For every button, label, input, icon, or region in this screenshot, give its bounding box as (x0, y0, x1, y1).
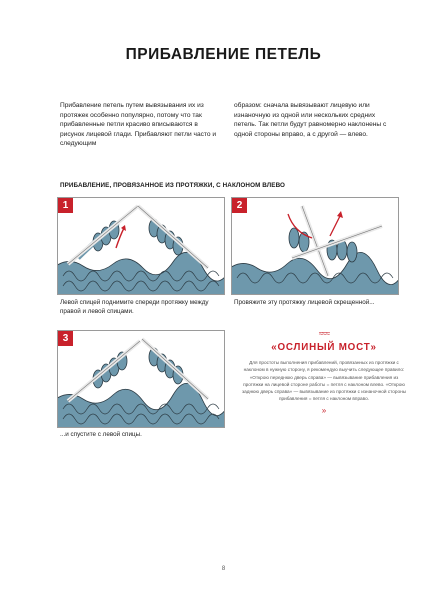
intro-text-right: образом: сначала вывязывают лицевую или изнаночную из одной или нескольких средних петель. Так петли будут равномерно наклонены с одной стороны вправо, а с другой — влево. (234, 102, 387, 138)
knitting-drawing-1 (58, 198, 224, 294)
step-2-badge: 2 (232, 198, 247, 213)
tip-title: «ОСЛИНЫЙ МОСТ» (271, 342, 377, 353)
step-3-illustration (57, 330, 225, 428)
knitting-drawing-3 (58, 331, 224, 427)
step-2-illustration (231, 197, 399, 295)
decor-top: ≈≈≈ (318, 329, 330, 338)
decor-bottom: » (321, 405, 327, 415)
page-number: 8 (221, 566, 226, 572)
section-heading: ПРИБАВЛЕНИЕ, ПРОВЯЗАННОЕ ИЗ ПРОТЯЖКИ, С НАКЛОНОМ ВЛЕВО (60, 182, 286, 189)
step-1-caption: Левой спицей поднимите спереди протяжку между правой и левой спицами. (60, 299, 209, 315)
step-3-caption: ...и спустите с левой спицы. (60, 431, 142, 438)
step-1-badge: 1 (58, 198, 73, 213)
tip-sidebar (238, 330, 410, 415)
tip-text: Для простоты выполнения прибавлений, провязанных из протяжки с наклоном в нужную сторону, я рекомендую выучить следующее правило: «Открою переднюю дверь справа» — вывязывание прибавления из протяжки на лицевой стороне работы = петля с наклоном влево. «Открою заднюю дверь справа» — вывязывание из протяжки с изнаночной стороны прибавления = петля с наклоном вправо. (241, 360, 407, 402)
step-1-illustration (57, 197, 225, 295)
page-title: ПРИБАВЛЕНИЕ ПЕТЕЛЬ (125, 46, 322, 63)
knitting-drawing-2 (232, 198, 398, 294)
step-2-caption: Провяжите эту протяжку лицевой скрещенной... (234, 299, 375, 306)
intro-text-left: Прибавление петель путем вывязывания их из протяжек особенно популярно, потому что так прибавленные петли красиво вписываются в рисунок лицевой глади. Прибавляют петли часто и следующим (60, 102, 217, 148)
step-3-badge: 3 (58, 331, 73, 346)
